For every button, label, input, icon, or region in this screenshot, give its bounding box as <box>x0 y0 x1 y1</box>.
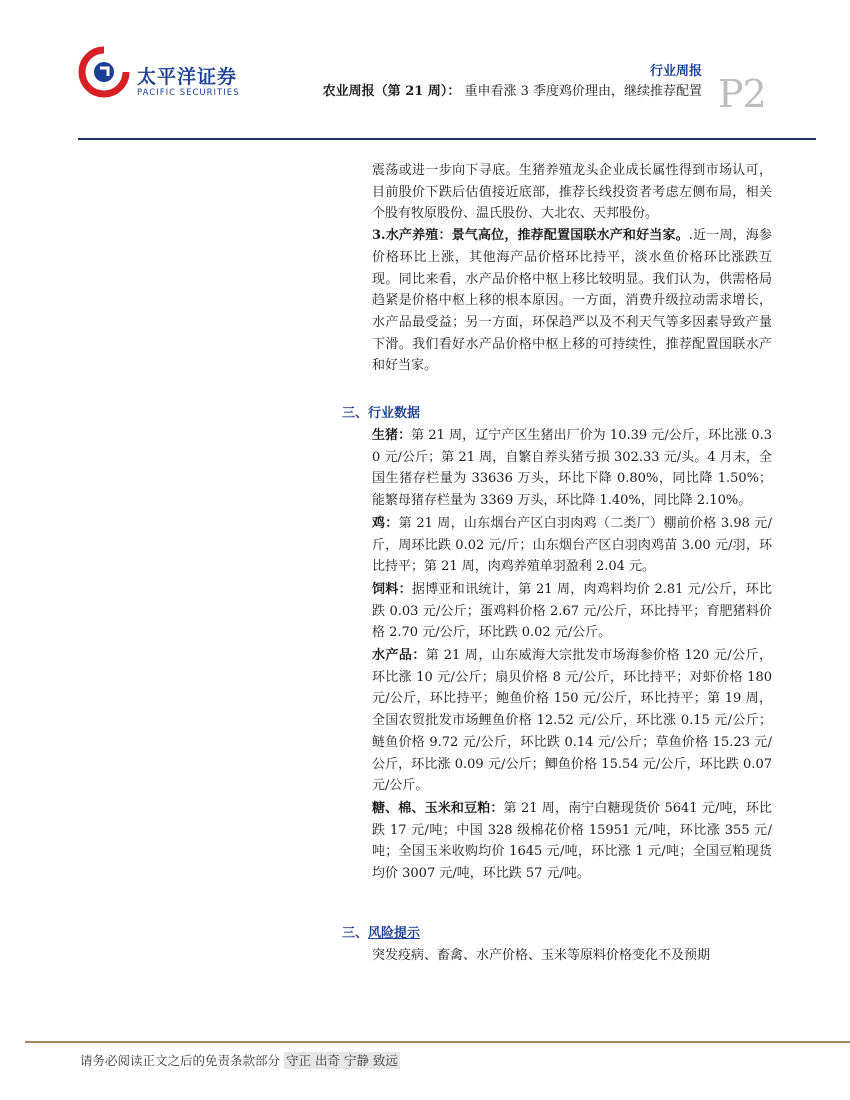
body-text <box>372 160 772 377</box>
section-heading-risk <box>342 922 420 941</box>
header-divider <box>78 138 816 140</box>
logo-text-cn: 太平洋证券 <box>137 66 238 88</box>
data-item-feed <box>372 579 772 644</box>
footer-motto: 守正 出奇 宁静 致远 <box>286 1053 398 1068</box>
aquaculture-lead: 3.水产养殖：景气高位，推荐配置国联水产和好当家。 <box>372 228 689 244</box>
data-item-text: 据博亚和讯统计，第 21 周，肉鸡料均价 2.81 元/公斤，环比跌 0.03 元/公斤；蛋鸡料价格 2.67 元/公斤，环比持平；育肥猪料价格 2.70 元/公斤，环比跌 0.02 元/公斤。 <box>372 581 772 641</box>
footer-divider <box>25 1041 850 1043</box>
data-item-label: 饲料： <box>372 581 412 597</box>
data-item-text: 第 21 周，南宁白糖现货价 5641 元/吨，环比跌 17 元/吨；中国 328 级棉花价格 15951 元/吨，环比涨 355 元/吨；全国玉米收购均价 1645 元/吨，环比涨 1 元/吨；全国豆粕现货均价 3007 元/吨，环比跌 57 元/吨。 <box>372 800 772 882</box>
data-item-text: 第 21 周，山东烟台产区白羽肉鸡（二类厂）棚前价格 3.98 元/斤，周环比跌 0.02 元/斤；山东烟台产区白羽肉鸡苗 3.00 元/羽，环比持平；第 21 周，肉鸡养殖单羽盈利 2.04 元。 <box>372 515 772 575</box>
data-item-label: 鸡： <box>372 515 399 531</box>
industry-data-list <box>372 425 772 886</box>
data-item-hog <box>372 425 772 512</box>
page-header <box>0 0 850 140</box>
report-title-bold: 农业周报（第 21 周）： <box>322 84 461 99</box>
data-item-text: 第 21 周，山东威海大宗批发市场海参价格 120 元/公斤，环比涨 10 元/公斤；扇贝价格 8 元/公斤，环比持平；对虾价格 180 元/公斤，环比持平；鲍鱼价格 150 元/公斤，环比持平；第 19 周，全国农贸批发市场鲤鱼价格 12.52 元/公斤，环比涨 0.15 元/公斤；鲢鱼价格 9.72 元/公斤，环比跌 0.14 元/公斤；草鱼价格 15.23 元/公斤，环比涨 0.09 元/公斤；鲫鱼价格 15.54 元/公斤，环比跌 0.07 元/公斤。 <box>372 648 772 794</box>
aquaculture-paragraph <box>372 225 772 377</box>
data-item-label: 水产品： <box>372 648 426 664</box>
pacific-securities-logo-icon <box>78 46 130 98</box>
logo-text-en: PACIFIC SECURITIES <box>137 88 240 98</box>
report-title <box>323 80 702 99</box>
section-heading-risk-prefix: 三、 <box>342 926 369 941</box>
report-type: 行业周报 <box>649 64 702 79</box>
footer-disclaimer: 请务必阅读正文之后的免责条款部分 <box>80 1053 281 1068</box>
section-heading-industry-data: 三、行业数据 <box>342 406 421 421</box>
page-number: P2 <box>718 72 766 116</box>
report-title-rest: 重申看涨 3 季度鸡价理由，继续推荐配置 <box>460 84 702 99</box>
intro-paragraph: 震荡或进一步向下寻底。生猪养殖龙头企业成长属性得到市场认可，目前股价下跌后估值接近底部，推荐长线投资者考虑左侧布局，相关个股有牧原股份、温氏股份、大北农、天邦股份。 <box>372 163 772 222</box>
data-item-text: 第 21 周，辽宁产区生猪出厂价为 10.39 元/公斤，环比涨 0.30 元/公斤；第 21 周，自繁自养头猪亏损 302.33 元/头。4 月末，全国生猪存栏量为 33636 万头，环比下降 0.80%，同比降 1.50%；能繁母猪存栏量为 3369 万头，环比降 1.40%，同比降 2.10%。 <box>372 428 772 509</box>
data-item-label: 糖、棉、玉米和豆粕： <box>372 800 504 816</box>
data-item-label: 生猪： <box>372 428 412 443</box>
section-heading-risk-label: 风险提示 <box>368 926 421 941</box>
data-item-aquatic <box>372 645 772 797</box>
aquaculture-body: .近一周，海参价格环比上涨，其他海产品价格环比持平，淡水鱼价格环比涨跌互现。同比来看，水产品价格中枢上移比较明显。我们认为，供需格局趋紧是价格中枢上移的根本原因。一方面，消费升级拉动需求增长，水产品最受益；另一方面，环保趋严以及不利天气等多因素导致产量下滑。我们看好水产品价格中枢上移的可持续性，推荐配置国联水产和好当家。 <box>372 228 772 374</box>
data-item-commodities <box>372 798 772 885</box>
risk-text: 突发疫病、畜禽、水产价格、玉米等原料价格变化不及预期 <box>372 948 711 963</box>
data-item-chicken <box>372 513 772 578</box>
page-footer <box>80 1051 400 1069</box>
